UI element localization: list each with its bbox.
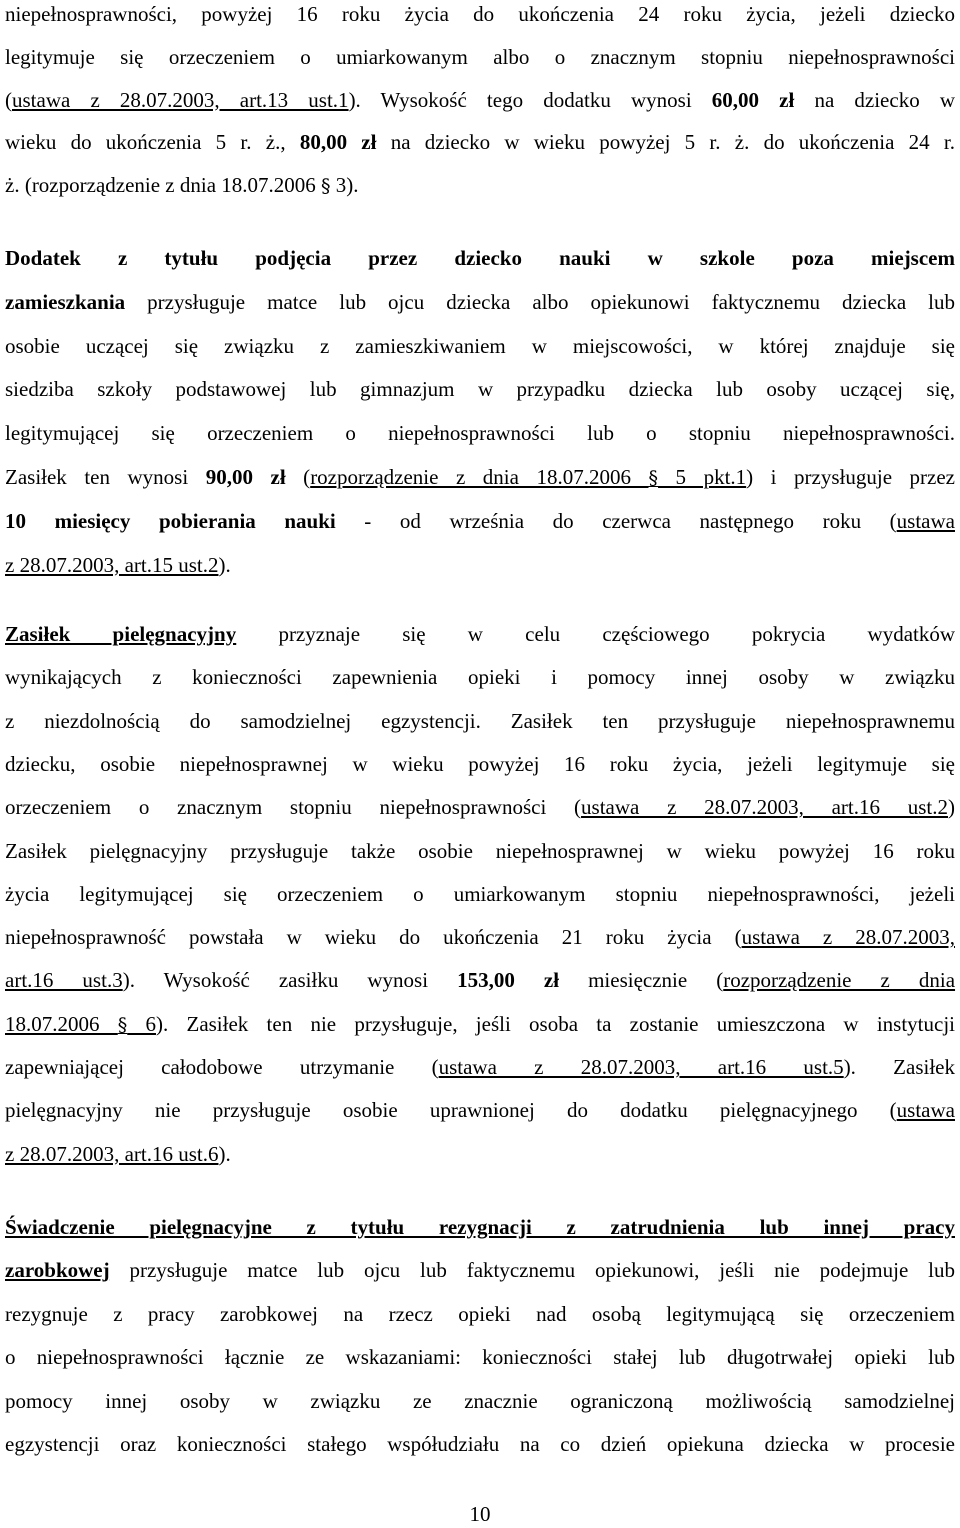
text-line	[5, 171, 955, 200]
text-segment: na dziecko w	[794, 87, 955, 112]
text-segment: wieku do ukończenia 5 r. ż.,	[5, 130, 300, 155]
text-line	[5, 43, 955, 71]
text-line	[5, 551, 955, 579]
text-line	[5, 663, 955, 691]
text-segment: Zasiłek pielęgnacyjny przysługuje także osobie niepełnosprawnej w wieku powyżej 16 roku	[5, 838, 955, 863]
text-line	[5, 1343, 955, 1371]
text-line	[5, 463, 955, 492]
text-line	[5, 880, 955, 908]
text-line	[5, 1387, 955, 1415]
text-segment: orzeczeniem o znacznym stopniu niepełnosprawności (	[5, 795, 582, 820]
text-segment: §	[321, 175, 331, 198]
text-line	[5, 1140, 955, 1168]
text-segment: egzystencji oraz konieczności stałego współudziału na co dzień opiekuna dziecka w procesie	[5, 1432, 955, 1456]
text-line	[5, 1053, 955, 1081]
emphasis-text: 153,00 zł	[457, 968, 560, 993]
text-line	[5, 507, 955, 535]
emphasis-text: 60,00 zł	[711, 87, 795, 112]
legal-reference: 5 pkt.1	[658, 465, 747, 489]
text-line	[5, 966, 955, 994]
legal-reference: z 28.07.2003, art.16 ust.6	[5, 1141, 219, 1166]
emphasis-text: zamieszkania	[5, 289, 126, 314]
text-segment: legitymuje się orzeczeniem o umiarkowanym albo o znacznym stopniu niepełnosprawności	[5, 44, 955, 69]
emphasis-text: Dodatek z tytułu podjęcia przez dziecko nauki w szkole poza miejscem	[5, 246, 955, 270]
text-segment: ). Wysokość zasiłku wynosi	[122, 968, 458, 993]
text-segment: ).	[218, 1141, 231, 1166]
text-segment: przyznaje się w celu częściowego pokrycia wydatków	[236, 622, 956, 646]
text-line	[5, 1213, 955, 1241]
text-segment: zapewniającej całodobowe utrzymanie (	[5, 1055, 439, 1079]
text-segment: legitymującej się orzeczeniem o niepełnosprawności lub o stopniu niepełnosprawności.	[5, 421, 955, 446]
emphasis-text: 10 miesięcy pobierania nauki	[5, 508, 336, 533]
text-line	[5, 707, 955, 735]
text-segment: przysługuje matce lub ojcu lub faktycznemu opiekunowi, jeśli nie podejmuje lub	[109, 1258, 955, 1283]
legal-reference: §	[117, 1013, 128, 1036]
legal-reference: z 28.07.2003, art.15 ust.2	[5, 552, 219, 577]
text-segment: (	[5, 87, 12, 112]
legal-reference: §	[648, 467, 659, 489]
text-line	[5, 288, 955, 316]
text-segment: na dziecko w wieku powyżej 5 r. ż. do ukończenia 24 r.	[376, 130, 956, 155]
text-segment: - od września do czerwca następnego roku (	[335, 508, 897, 533]
legal-reference: rozporządzenie z dnia 18.07.2006	[310, 465, 649, 489]
text-segment: ) i przysługuje przez	[746, 465, 955, 489]
text-segment: ).	[218, 552, 231, 577]
legal-reference: art.16 ust.3	[5, 968, 123, 993]
emphasis-text: 80,00 zł	[299, 130, 377, 155]
text-segment: siedziba szkoły podstawowej lub gimnazjum w przypadku dziecka lub osoby uczącej się,	[5, 377, 955, 402]
text-segment: dziecku, osobie niepełnosprawnej w wieku powyżej 16 roku życia, jeżeli legitymuje się	[5, 751, 955, 776]
text-line	[5, 419, 955, 447]
text-line	[5, 1300, 955, 1328]
text-line	[5, 86, 955, 114]
legal-reference: Świadczenie pielęgnacyjne z tytułu rezygnacji z zatrudnienia lub innej pracy	[5, 1215, 955, 1239]
text-segment: 3).	[330, 173, 359, 198]
text-segment: Zasiłek ten wynosi	[5, 465, 206, 489]
text-line	[5, 1010, 955, 1039]
legal-reference: ustawa	[896, 508, 955, 533]
text-segment: ). Wysokość tego dodatku wynosi	[348, 87, 712, 112]
page-number: 10	[469, 1502, 491, 1526]
text-segment: życia legitymującej się orzeczeniem o umiarkowanym stopniu niepełnosprawności, jeżeli	[5, 881, 955, 906]
text-line	[5, 375, 955, 403]
legal-reference: ustawa	[896, 1098, 955, 1123]
text-line	[5, 837, 955, 865]
text-line	[5, 923, 955, 951]
legal-reference: zarobkowej	[5, 1258, 110, 1283]
legal-reference: rozporządzenie z dnia	[723, 968, 956, 993]
text-line	[5, 128, 955, 156]
text-segment: (	[285, 465, 311, 489]
text-segment: osobie uczącej się związku z zamieszkiwaniem w miejscowości, w której znajduje się	[5, 333, 955, 358]
text-line	[5, 332, 955, 360]
text-line	[5, 0, 955, 28]
legal-reference: 18.07.2006	[5, 1011, 118, 1036]
emphasis-text: 90,00 zł	[205, 465, 286, 489]
text-line	[5, 1430, 955, 1458]
text-segment: przysługuje matce lub ojcu dziecka albo opiekunowi faktycznemu dziecka lub	[125, 289, 955, 314]
text-segment: o niepełnosprawności łącznie ze wskazaniami: konieczności stałej lub długotrwałej opieki lub	[5, 1345, 955, 1370]
text-line	[5, 1096, 955, 1124]
text-line	[5, 620, 955, 648]
text-segment: rezygnuje z pracy zarobkowej na rzecz opieki nad osobą legitymującą się orzeczeniem	[5, 1301, 955, 1326]
text-line	[5, 1256, 955, 1284]
text-segment: ). Zasiłek ten nie przysługuje, jeśli osoba ta zostanie umieszczona w instytucji	[156, 1011, 955, 1036]
legal-reference: 6	[127, 1011, 156, 1036]
text-segment: pielęgnacyjny nie przysługuje osobie uprawnionej do dodatku pielęgnacyjnego (	[5, 1098, 897, 1123]
text-line	[5, 244, 955, 272]
text-segment: miesięcznie (	[559, 968, 724, 993]
text-segment: wynikających z konieczności zapewnienia opieki i pomocy innej osoby w związku	[5, 665, 955, 690]
text-segment: ż. (rozporządzenie z dnia 18.07.2006	[5, 173, 322, 198]
text-segment: niepełnosprawność powstała w wieku do ukończenia 21 roku życia (	[5, 925, 742, 950]
legal-reference: ustawa z 28.07.2003, art.16 ust.2	[581, 795, 948, 820]
legal-reference: Zasiłek pielęgnacyjny	[5, 622, 237, 646]
text-segment: pomocy innej osoby w związku ze znacznie ograniczoną możliwością samodzielnej	[5, 1388, 955, 1413]
text-segment: niepełnosprawności, powyżej 16 roku życia do ukończenia 24 roku życia, jeżeli dziecko	[5, 2, 955, 26]
text-line	[5, 750, 955, 778]
text-segment: z niezdolnością do samodzielnej egzystencji. Zasiłek ten przysługuje niepełnosprawnemu	[5, 708, 955, 733]
text-segment: ). Zasiłek	[843, 1055, 955, 1079]
legal-reference: ustawa z 28.07.2003, art.16 ust.5	[438, 1055, 844, 1079]
text-segment: )	[948, 795, 955, 820]
legal-reference: ustawa z 28.07.2003,	[741, 925, 955, 950]
legal-reference: ustawa z 28.07.2003, art.13 ust.1	[12, 87, 349, 112]
text-line	[5, 793, 955, 821]
